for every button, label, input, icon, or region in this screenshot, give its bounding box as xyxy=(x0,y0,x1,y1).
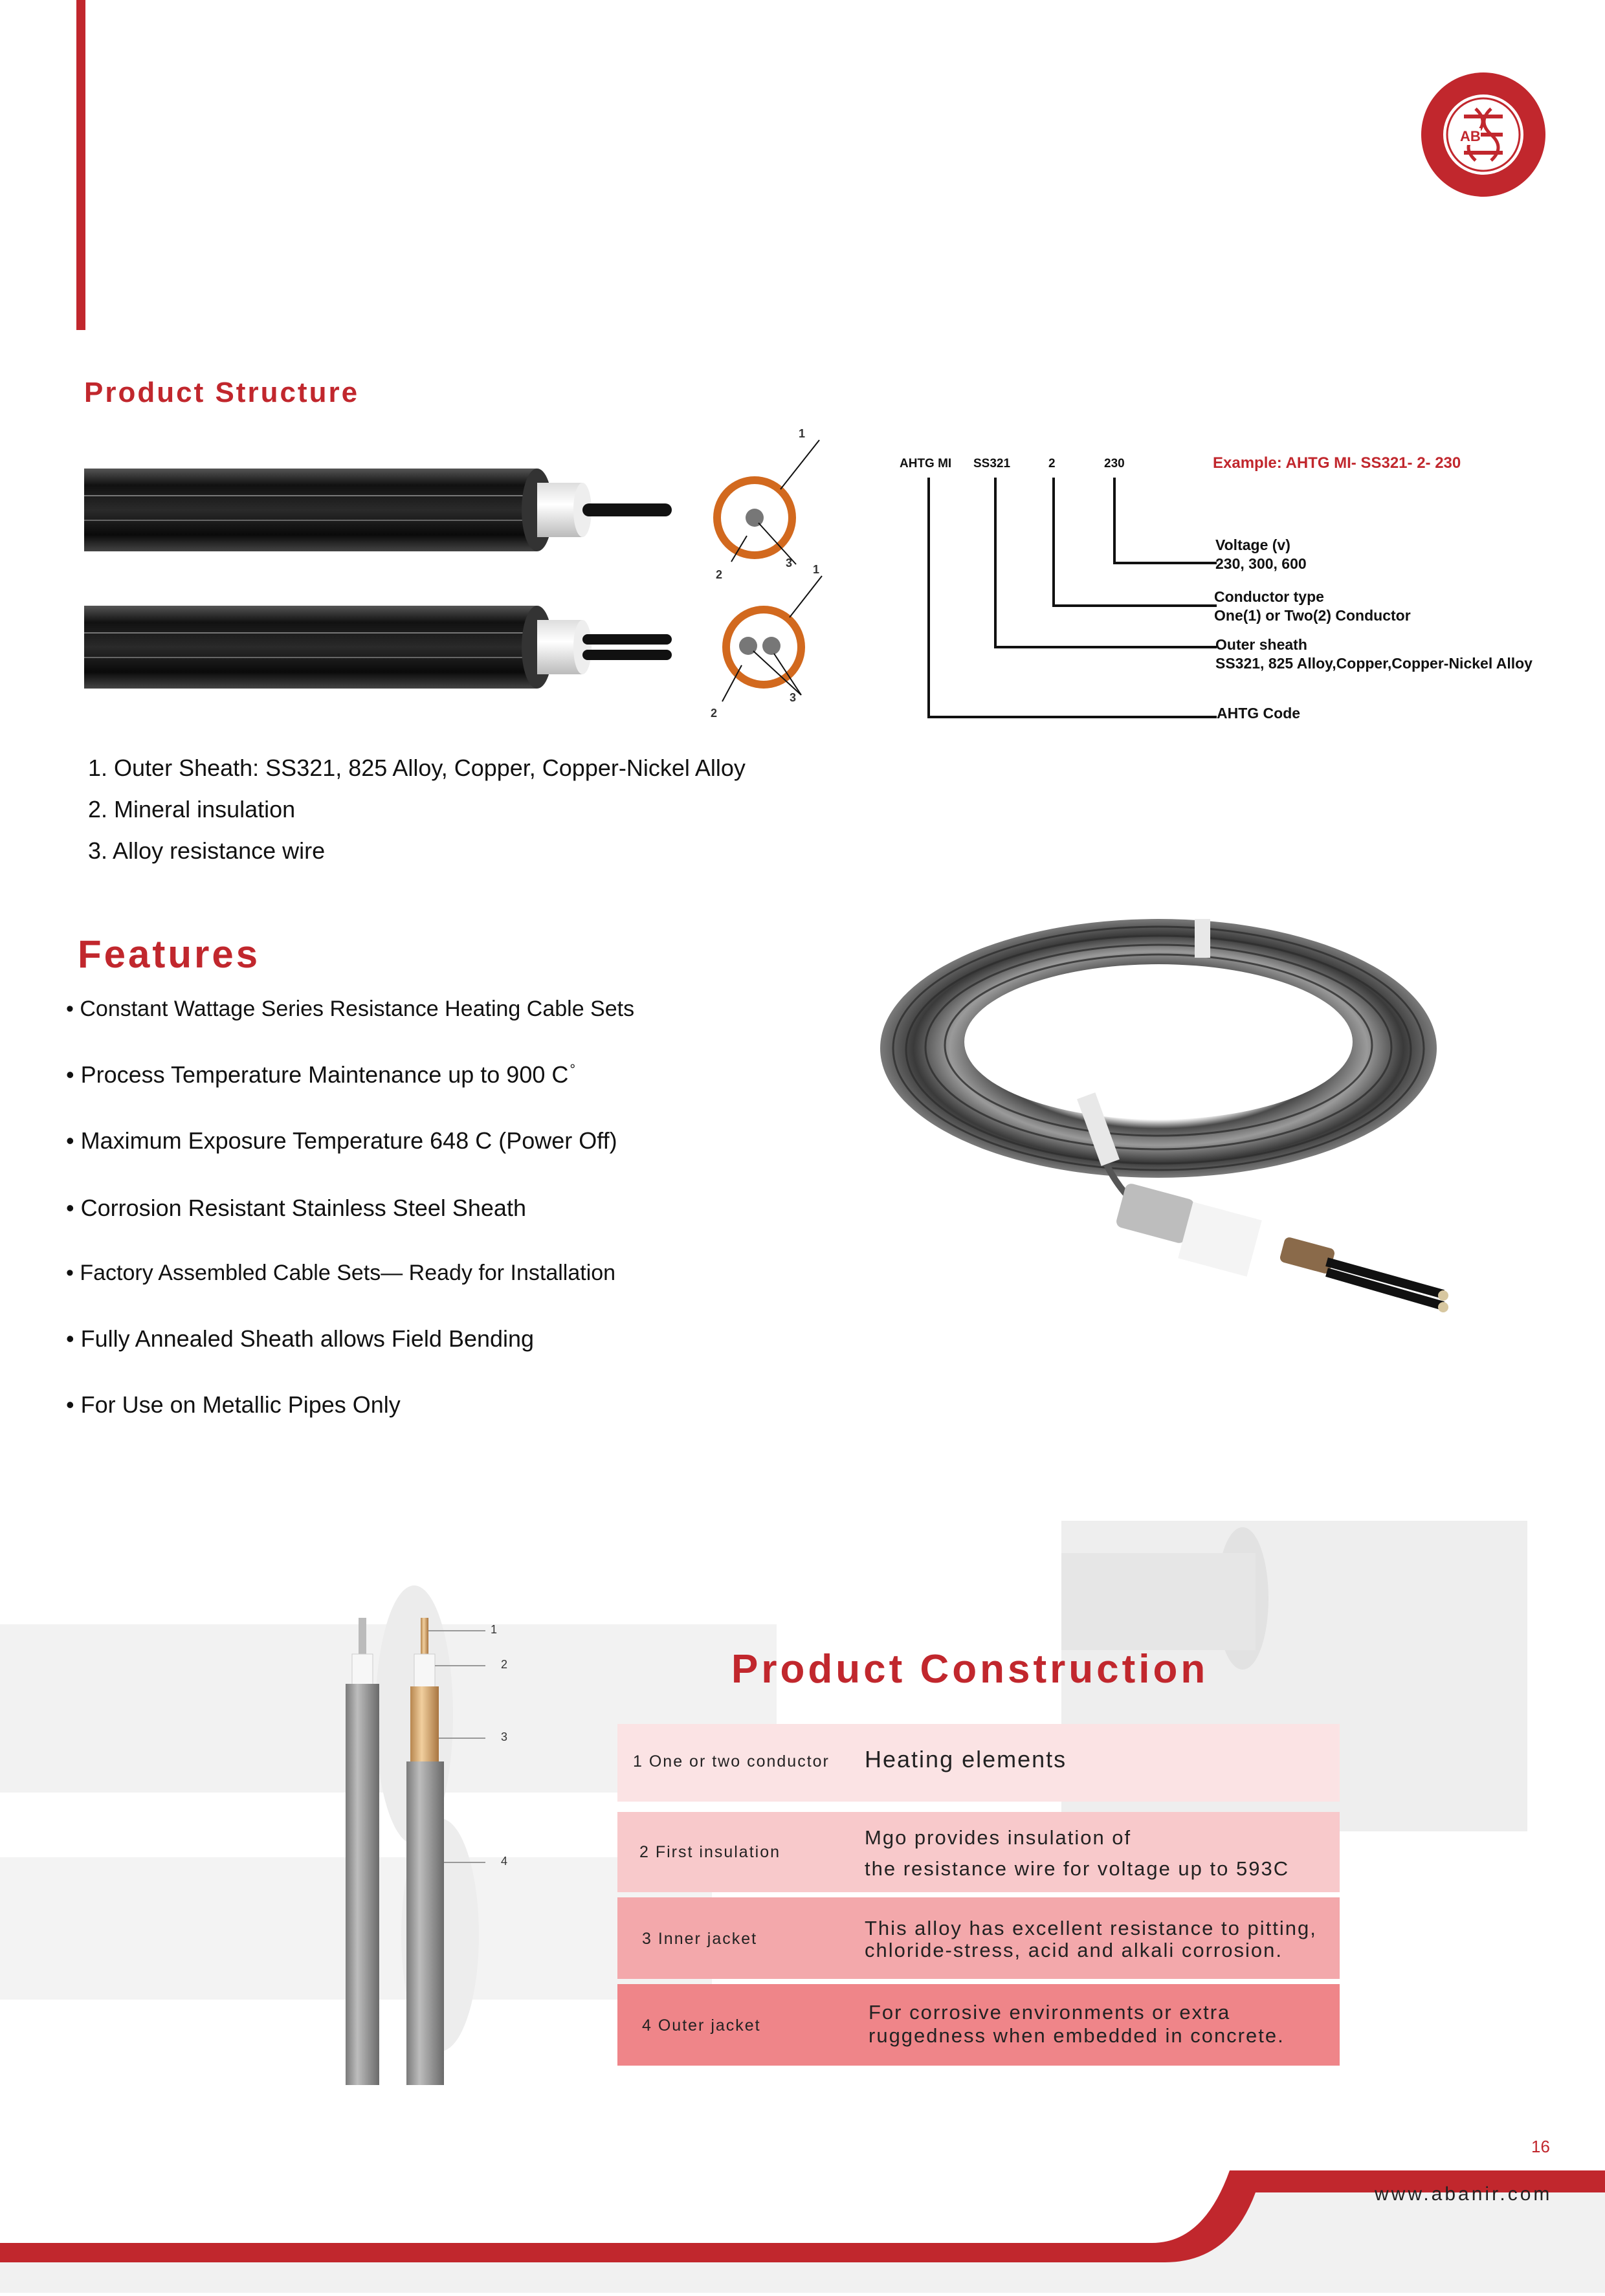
coiled-cable-image xyxy=(861,906,1456,1333)
row-label: 3 Inner jacket xyxy=(642,1930,758,1948)
construction-callout-4: 4 xyxy=(501,1855,508,1868)
feature-text: • Fully Annealed Sheath allows Field Bending xyxy=(66,1325,535,1352)
page-number: 16 xyxy=(1531,2137,1550,2156)
feature-text: • Factory Assembled Cable Sets— Ready for Installation xyxy=(66,1261,616,1285)
callout-3: 3 xyxy=(786,557,793,569)
structure-item-3: 3. Alloy resistance wire xyxy=(88,837,326,864)
cross-section-double-diagram xyxy=(699,563,828,731)
callout-2: 2 xyxy=(711,707,718,720)
code-part-sheath: SS321 xyxy=(973,457,1011,470)
footer-swoosh xyxy=(0,2155,1605,2293)
callout-1: 1 xyxy=(799,427,806,440)
row-description: chloride-stress, acid and alkali corrosion. xyxy=(865,1939,1283,1961)
legend-voltage xyxy=(1215,536,1307,573)
feature-text: • For Use on Metallic Pipes Only xyxy=(66,1391,401,1418)
structure-item-1: 1. Outer Sheath: SS321, 825 Alloy, Copper, Copper-Nickel Alloy xyxy=(88,755,746,781)
legend-conductor-type xyxy=(1214,588,1411,625)
feature-text: • Process Temperature Maintenance up to 900 C xyxy=(66,1061,569,1088)
row-label: 4 Outer jacket xyxy=(642,2016,761,2035)
legend-ahtg-code xyxy=(1217,704,1300,723)
row-description: Heating elements xyxy=(865,1746,1067,1772)
legend-outer-sheath xyxy=(1215,635,1533,673)
product-structure-title: Product Structure xyxy=(84,377,360,408)
row-description: the resistance wire for voltage up to 593C xyxy=(865,1857,1290,1880)
row-label: 2 First insulation xyxy=(639,1843,781,1861)
logo xyxy=(1419,70,1548,199)
feature-item-6 xyxy=(66,1325,534,1352)
cable-single-conductor-image xyxy=(84,458,680,565)
product-code-diagram xyxy=(893,447,1579,731)
row-label: 1 One or two conductor xyxy=(633,1752,830,1771)
feature-item-4 xyxy=(66,1195,526,1222)
feature-text: • Constant Wattage Series Resistance Heating Cable Sets xyxy=(66,997,635,1021)
row-description: ruggedness when embedded in concrete. xyxy=(869,2024,1285,2047)
callout-2: 2 xyxy=(716,568,723,581)
construction-cable-illustration xyxy=(337,1611,531,2090)
row-description: This alloy has excellent resistance to pitting, xyxy=(865,1917,1317,1939)
code-part-conductor: 2 xyxy=(1048,457,1056,470)
construction-callout-3: 3 xyxy=(501,1730,508,1743)
code-part-voltage: 230 xyxy=(1104,457,1125,470)
feature-text: • Corrosion Resistant Stainless Steel Sheath xyxy=(66,1195,526,1221)
feature-text: • Maximum Exposure Temperature 648 C (Power Off) xyxy=(66,1127,617,1154)
legend-title: AHTG Code xyxy=(1217,705,1301,722)
feature-item-3 xyxy=(66,1127,617,1154)
legend-value: 230, 300, 600 xyxy=(1215,555,1307,572)
feature-item-5 xyxy=(66,1261,615,1286)
construction-callout-1: 1 xyxy=(491,1623,498,1636)
legend-title: Voltage (v) xyxy=(1215,536,1290,553)
construction-row-1 xyxy=(617,1724,1340,1802)
structure-item-2: 2. Mineral insulation xyxy=(88,796,296,822)
website-url[interactable]: www.abanir.com xyxy=(1375,2183,1553,2205)
code-example: Example: AHTG MI- SS321- 2- 230 xyxy=(1213,454,1461,472)
degree-sign: ° xyxy=(570,1061,576,1077)
legend-value: One(1) or Two(2) Conductor xyxy=(1214,607,1411,624)
row-description: For corrosive environments or extra xyxy=(869,2001,1231,2024)
logo-letters: AB xyxy=(1460,128,1481,144)
legend-title: Conductor type xyxy=(1214,588,1324,605)
cable-two-conductor-image xyxy=(84,595,680,702)
feature-item-2 xyxy=(66,1061,575,1088)
row-description: Mgo provides insulation of xyxy=(865,1826,1132,1849)
features-title: Features xyxy=(78,933,261,976)
construction-row-4 xyxy=(617,1984,1340,2066)
product-construction-title: Product Construction xyxy=(731,1647,1209,1692)
feature-item-1 xyxy=(66,997,634,1022)
header-accent-bar xyxy=(76,0,85,330)
callout-1: 1 xyxy=(813,563,820,576)
legend-title: Outer sheath xyxy=(1215,636,1307,653)
construction-row-2 xyxy=(617,1812,1340,1892)
callout-3: 3 xyxy=(790,691,797,704)
legend-value: SS321, 825 Alloy,Copper,Copper-Nickel Alloy xyxy=(1215,655,1533,672)
construction-callout-2: 2 xyxy=(501,1658,508,1671)
feature-item-7 xyxy=(66,1391,401,1418)
construction-row-3 xyxy=(617,1897,1340,1979)
code-part-ahtg: AHTG MI xyxy=(900,457,952,470)
